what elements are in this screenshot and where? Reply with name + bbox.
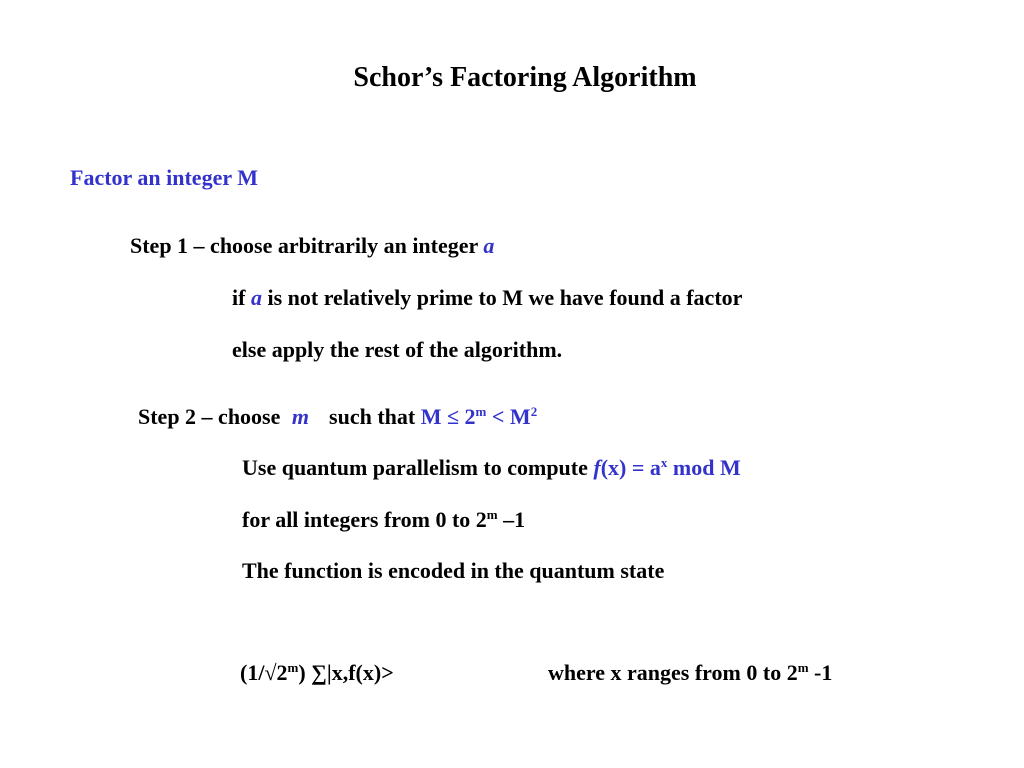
step2-mid: such that <box>329 404 421 429</box>
where-sup: m <box>797 660 809 675</box>
step2-range-prefix: for all integers from 0 to 2 <box>242 507 487 532</box>
step2-condition-sup: m <box>475 404 487 419</box>
formula-sup: m <box>287 660 299 675</box>
step1-line <box>130 235 494 257</box>
step2-encoded-line: The function is encoded in the quantum state <box>242 558 665 583</box>
step1-text: Step 1 – choose arbitrarily an integer <box>130 233 484 258</box>
step2-variable: m <box>291 404 310 429</box>
step2-compute-line <box>242 457 741 479</box>
step2-range-sup: m <box>486 507 498 522</box>
step2-condition-b: < M <box>486 404 531 429</box>
step2-condition <box>421 404 538 429</box>
where-suffix: -1 <box>808 660 833 685</box>
step1-if-suffix: is not relatively prime to M we have found a factor <box>261 285 743 310</box>
section-heading: Factor an integer M <box>70 165 258 190</box>
step2-condition-a: M ≤ 2 <box>420 404 476 429</box>
formula-prefix: (1/√2 <box>240 660 288 685</box>
step2-prefix: Step 2 – choose <box>138 404 286 429</box>
step2-function-sup: x <box>660 455 668 470</box>
formula-suffix: ) ∑|x,f(x)> <box>298 660 394 685</box>
step1-if-variable: a <box>250 285 262 310</box>
step2-range-line <box>242 509 525 531</box>
step1-else-line: else apply the rest of the algorithm. <box>232 337 563 362</box>
step2-function-mod: mod M <box>667 455 741 480</box>
step1-if-prefix: if <box>232 285 251 310</box>
step2-function-fx: (x) = a <box>600 455 661 480</box>
step2-function-f: f <box>593 455 601 480</box>
where-prefix: where x ranges from 0 to 2 <box>548 660 798 685</box>
slide-title: Schor’s Factoring Algorithm <box>353 62 697 93</box>
formula-range-note <box>548 662 832 684</box>
quantum-state-formula <box>240 662 394 684</box>
step1-if-line <box>232 287 742 309</box>
step2-line <box>138 406 537 428</box>
step2-function <box>593 455 740 480</box>
step2-condition-sup2: 2 <box>530 404 538 419</box>
step2-range-suffix: –1 <box>497 507 526 532</box>
step2-compute-prefix: Use quantum parallelism to compute <box>242 455 594 480</box>
step1-variable: a <box>483 233 495 258</box>
